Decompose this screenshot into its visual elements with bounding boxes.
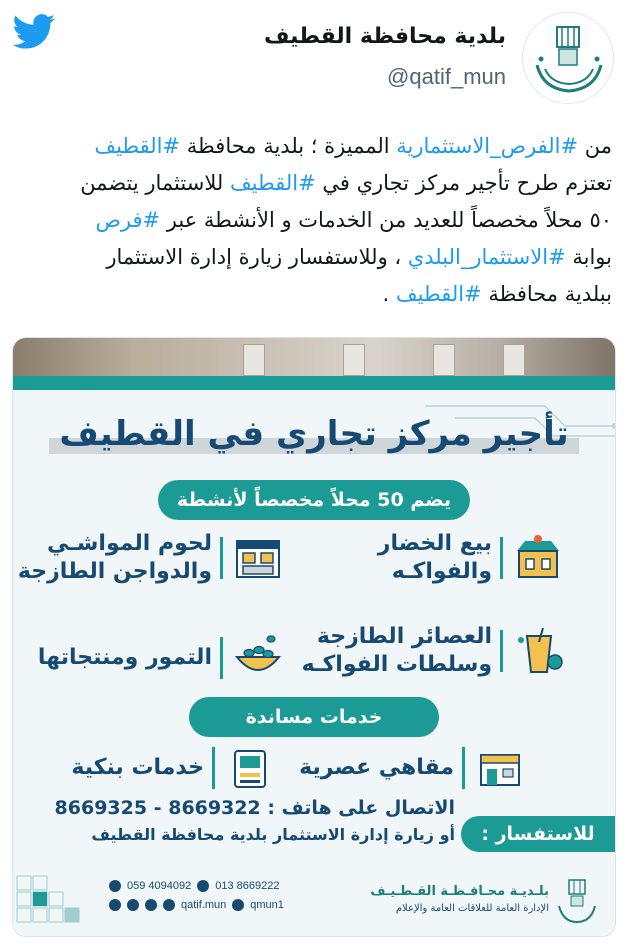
youtube-icon	[109, 899, 121, 911]
category-label	[38, 644, 212, 672]
service-label: خدمات بنكية	[71, 755, 204, 780]
facebook-icon	[145, 899, 157, 911]
phone-number: 013 8669222	[215, 880, 280, 892]
avatar-logo-graphic	[523, 13, 614, 104]
category-dates	[38, 633, 285, 683]
service-divider	[212, 747, 215, 789]
department-name: الإدارة العامة للعلاقات العامة والإعلام	[395, 903, 549, 914]
shops-count-pill: يضم 50 محلاً مخصصاً لأنشطة	[158, 480, 470, 520]
category-label-line: التمور ومنتجاتها	[37, 645, 212, 670]
teal-band	[13, 376, 615, 390]
tweet-line	[22, 239, 612, 276]
cafe-icon	[473, 743, 527, 793]
social-handle: qatif.mun	[181, 899, 227, 911]
text-segment: بوابة	[565, 245, 612, 269]
flyer-headline-text: تأجير مركز تجاري في القطيف	[49, 414, 578, 454]
text-segment: ، وللاستفسار زيارة إدارة الاستثمار	[106, 245, 408, 269]
footer-contacts	[109, 880, 284, 918]
category-label	[18, 530, 212, 586]
snapchat-handle: qmun1	[250, 899, 284, 911]
text-segment: .	[382, 282, 396, 306]
photo-door	[343, 344, 365, 376]
category-label	[302, 623, 492, 679]
category-divider	[500, 537, 503, 579]
tweet-line	[22, 128, 612, 165]
category-label-line: بيع الخضار	[377, 531, 492, 556]
text-segment: المميزة ؛ بلدية محافظة	[180, 134, 397, 158]
hashtag-link[interactable]: #القطيف	[94, 134, 181, 158]
category-divider	[220, 637, 223, 679]
photo-door	[243, 344, 265, 376]
author-display-name[interactable]: بلدية محافظة القطيف	[263, 24, 506, 49]
tweet-line	[22, 165, 612, 202]
service-label: مقاهي عصرية	[299, 755, 454, 780]
inquiry-label: للاستفسار :	[461, 816, 615, 852]
butcher-shop-icon	[231, 533, 285, 583]
org-name: بلـديـة محـافـظـة القـطـيـف	[370, 884, 549, 899]
mall-photo	[13, 338, 615, 376]
text-segment: ببلدية محافظة	[481, 282, 612, 306]
hashtag-link[interactable]: #الاستثمار_البلدي	[407, 245, 566, 269]
category-label-line: العصائر الطازجة	[316, 624, 492, 649]
whatsapp-icon	[109, 880, 121, 892]
contact-info	[55, 797, 455, 844]
service-banking	[71, 743, 277, 793]
tweet-line	[22, 202, 612, 239]
visit-line: أو زيارة إدارة الاستثمار بلدية محافظة القطيف	[91, 825, 455, 844]
flyer-body	[13, 390, 615, 936]
atm-icon	[223, 743, 277, 793]
photo-door	[503, 344, 525, 376]
category-label-line: وسلطات الفواكـه	[301, 652, 492, 677]
hashtag-link[interactable]: #القطيف	[395, 282, 482, 306]
service-cafes	[299, 743, 527, 793]
phone-icon	[197, 880, 209, 892]
text-segment: من	[578, 134, 612, 158]
category-divider	[220, 537, 223, 579]
whatsapp-number: 059 4094092	[127, 880, 192, 892]
category-label-line: لحوم المواشـي	[47, 531, 212, 556]
author-handle[interactable]: @qatif_mun	[387, 64, 506, 89]
hashtag-link[interactable]: #فرص	[95, 208, 161, 232]
text-segment: ٥٠ محلاً مخصصاً للعديد من الخدمات و الأنشطة عبر	[160, 208, 612, 232]
footer-contact-row	[109, 880, 284, 892]
category-divider	[500, 630, 503, 672]
snapchat-icon	[232, 899, 244, 911]
municipality-logo	[555, 876, 599, 926]
category-label	[378, 530, 492, 586]
text-segment: تعتزم طرح تأجير مركز تجاري في	[315, 171, 612, 195]
tweet-author[interactable]	[14, 8, 614, 108]
tweet-text	[22, 128, 612, 313]
flyer-headline	[13, 414, 615, 454]
category-meat	[18, 530, 285, 586]
category-vegetables	[378, 530, 565, 586]
dates-bowl-icon	[231, 633, 285, 683]
phone-line: الاتصال على هاتف : 8669322 - 8669325	[54, 797, 455, 819]
text-segment: للاستثمار يتضمن	[80, 171, 230, 195]
photo-door	[433, 344, 455, 376]
tweet-media-image[interactable]	[12, 337, 616, 937]
juice-cup-icon	[511, 626, 565, 676]
category-label-line: والفواكـه	[391, 559, 492, 584]
support-services-pill: خدمات مساندة	[189, 697, 439, 737]
instagram-icon	[127, 899, 139, 911]
service-divider	[462, 747, 465, 789]
qatif-municipality-logo[interactable]	[522, 12, 614, 104]
tweet-line	[22, 276, 612, 313]
decorative-grid	[13, 866, 123, 936]
category-label-line: والدواجن الطازجة	[17, 559, 212, 584]
vegetable-shop-icon	[511, 533, 565, 583]
twitter-icon	[163, 899, 175, 911]
hashtag-link[interactable]: #القطيف	[229, 171, 316, 195]
hashtag-link[interactable]: #الفرص_الاستثمارية	[396, 134, 579, 158]
footer-organization	[370, 884, 549, 914]
category-juices	[302, 623, 565, 679]
footer-contact-row	[109, 899, 284, 911]
